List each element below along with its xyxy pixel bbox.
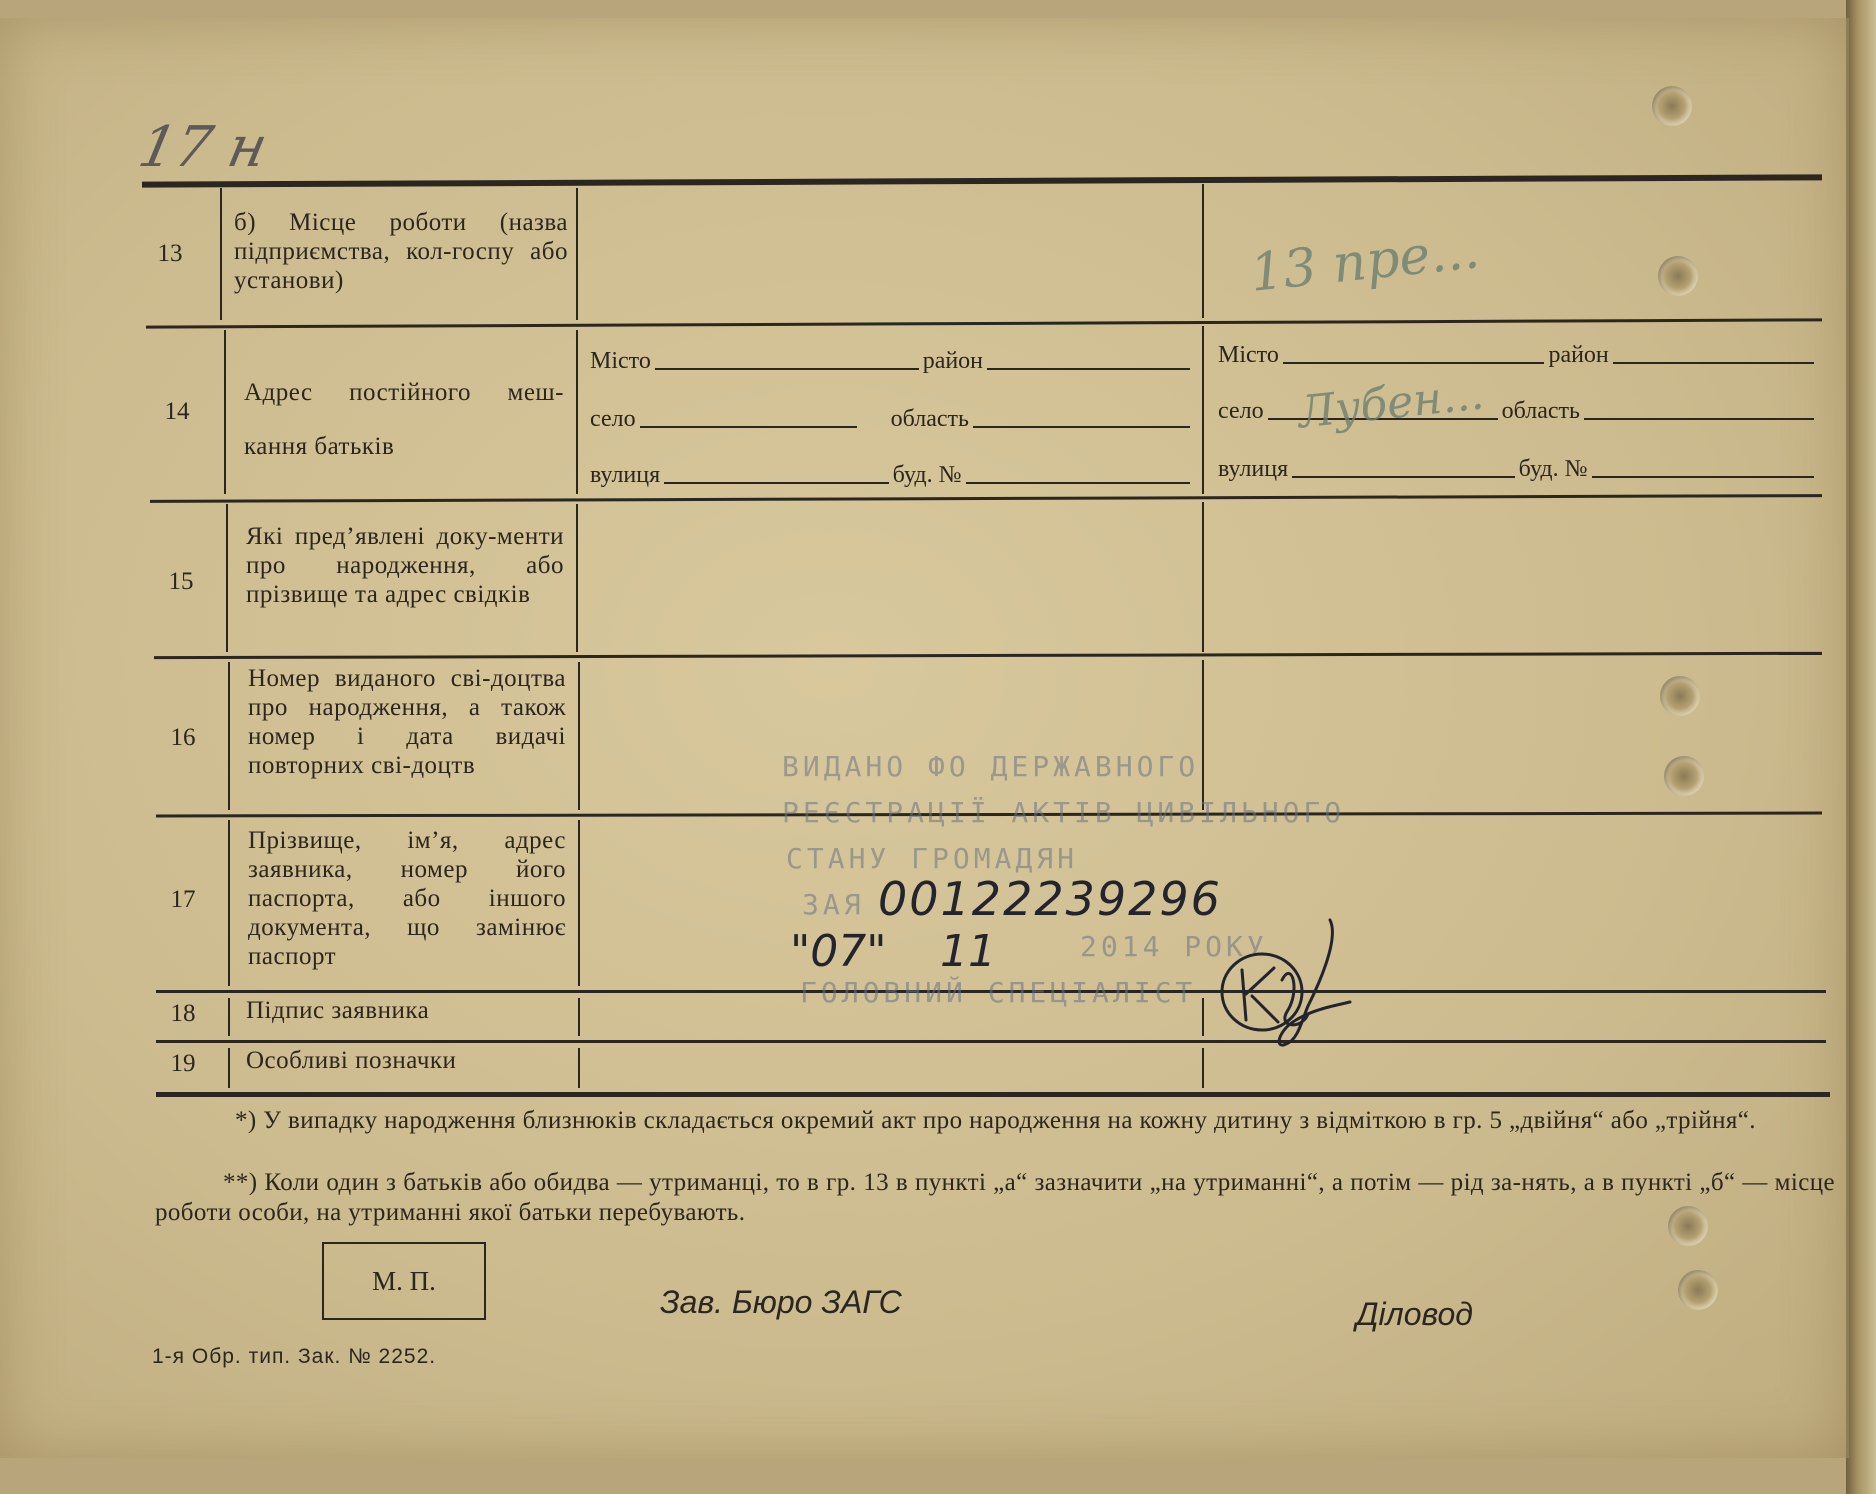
pencil-note-row13: 13 пре... — [1247, 220, 1483, 304]
stamp-line-4-prefix: ЗАЯ — [802, 888, 865, 921]
row-number-13: 13 — [157, 240, 183, 267]
address-village-region-mid — [590, 406, 1194, 433]
column-divider — [1202, 326, 1204, 494]
footnote-2: **) Коли один з батьків або обидва — утриманці, то в гр. 13 в пункті „а“ зазначити „на утриманні“, а потім — рід за-нять, а в пункті „б“ — місце роботи особи, на утриманні якої батьки перебувають. — [155, 1169, 1835, 1226]
column-divider — [576, 330, 578, 494]
stamp-line-6: ГОЛОВНИЙ СПЕЦІАЛІСТ — [800, 976, 1197, 1009]
column-divider — [1202, 184, 1204, 318]
stamp-line-3: СТАНУ ГРОМАДЯН — [786, 842, 1079, 875]
village-label: село — [590, 406, 636, 432]
street-label: вулиця — [1218, 456, 1289, 482]
region-label: область — [890, 406, 969, 432]
column-divider — [228, 998, 230, 1036]
address-city-district-mid — [590, 348, 1194, 375]
corner-handwritten-note: 17 н — [133, 115, 273, 180]
column-divider — [576, 504, 578, 652]
table-bottom-rule — [156, 1092, 1830, 1097]
address-street-house-right — [1218, 456, 1818, 483]
stamp-date-month: 11 — [940, 926, 996, 977]
column-divider — [1202, 998, 1204, 1036]
column-divider — [228, 820, 230, 986]
house-label: буд. № — [892, 462, 962, 488]
column-divider — [578, 1048, 580, 1088]
stamp-year: 2014 РОКУ — [1080, 930, 1268, 963]
punch-hole-icon — [1678, 1270, 1718, 1310]
official-signature-icon — [1212, 910, 1372, 1060]
row-label-18: Підпис заявника — [246, 997, 430, 1024]
row-number-19: 19 — [170, 1050, 196, 1077]
row-label-14: Адрес постійного меш-кання батьків — [244, 379, 564, 460]
column-divider — [578, 998, 580, 1036]
head-of-registry-label: Зав. Бюро ЗАГС — [660, 1284, 902, 1320]
punch-hole-icon — [1660, 676, 1700, 716]
row-number-15: 15 — [168, 568, 194, 595]
street-label: вулиця — [590, 462, 661, 488]
row-label-17: Прізвище, ім’я, адрес заявника, номер його паспорта, або іншого документа, що замінює паспорт — [248, 827, 566, 970]
column-divider — [228, 1048, 230, 1088]
district-label: район — [922, 348, 984, 374]
seal-place-box — [322, 1242, 486, 1320]
row-label-15: Які пред’явлені доку-менти про народження, або прізвище та адрес свідків — [246, 523, 564, 608]
punch-hole-icon — [1652, 86, 1692, 126]
column-divider — [576, 188, 578, 320]
column-divider — [1202, 660, 1204, 810]
column-divider — [1202, 502, 1204, 652]
column-divider — [224, 330, 226, 494]
column-divider — [578, 662, 580, 810]
stamp-line-1: ВИДАНО ФО ДЕРЖАВНОГО — [782, 750, 1200, 783]
column-divider — [228, 662, 230, 810]
city-label: Місто — [590, 348, 651, 374]
stamp-line-2: РЕЄСТРАЦІЇ АКТІВ ЦИВІЛЬНОГО — [782, 796, 1346, 829]
printer-note: 1-я Обр. тип. Зак. № 2252. — [152, 1345, 437, 1368]
row-label-16: Номер виданого сві-доцтва про народження, а також номер і дата видачі повторних сві-доцтв — [248, 665, 566, 779]
column-divider — [220, 188, 222, 320]
address-city-district-right — [1218, 342, 1818, 369]
district-label: район — [1548, 342, 1609, 368]
footnote-1: *) У випадку народження близнюків складається окремий акт про народження на кожну дитину з відміткою в гр. 5 „двійня“ або „трійня“. — [235, 1107, 1756, 1134]
row-label-13: б) Місце роботи (назва підприємства, кол-госпу або установи) — [234, 209, 568, 294]
row-number-18: 18 — [170, 1000, 196, 1027]
punch-hole-icon — [1664, 756, 1704, 796]
region-label: область — [1501, 398, 1580, 424]
city-label: Місто — [1218, 342, 1279, 368]
page-edge — [1846, 0, 1876, 1494]
house-label: буд. № — [1518, 456, 1588, 482]
row-label-19: Особливі позначки — [246, 1047, 457, 1074]
pencil-note-village: Лубен... — [1295, 368, 1487, 439]
row-number-17: 17 — [170, 886, 196, 913]
row-divider — [156, 1040, 1826, 1043]
village-label: село — [1218, 398, 1264, 424]
clerk-label: Діловод — [1356, 1296, 1473, 1332]
registry-number: 00122239296 — [878, 872, 1222, 926]
column-divider — [578, 820, 580, 986]
row-number-16: 16 — [170, 724, 196, 751]
column-divider — [226, 504, 228, 652]
column-divider — [1202, 1048, 1204, 1088]
address-street-house-mid — [590, 462, 1194, 489]
punch-hole-icon — [1658, 256, 1698, 296]
seal-place-label: М. П. — [372, 1265, 436, 1296]
row-number-14: 14 — [164, 398, 190, 425]
stamp-date-day: "07" — [790, 926, 887, 977]
